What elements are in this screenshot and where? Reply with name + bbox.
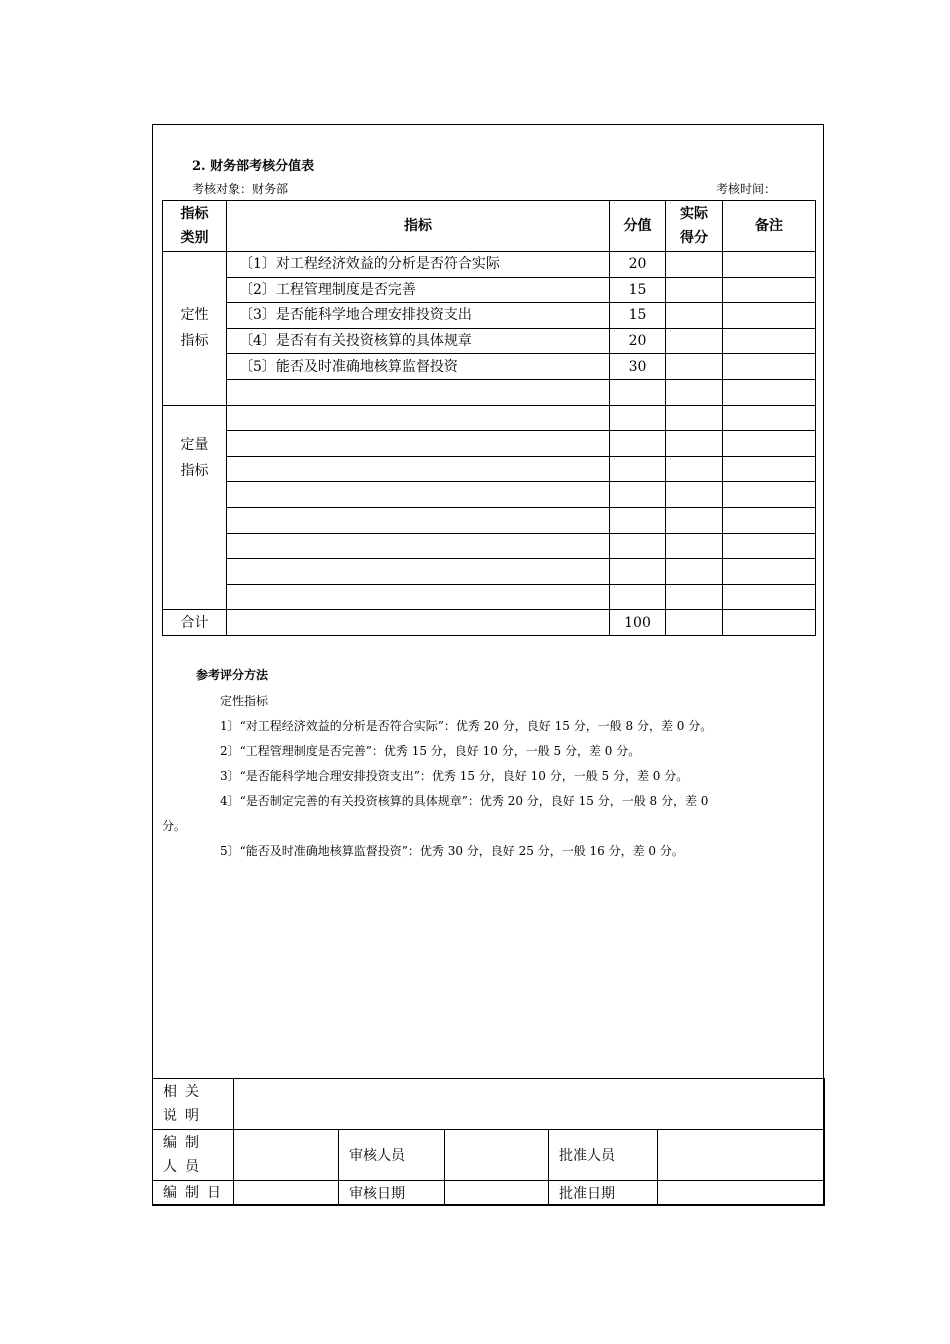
table-row bbox=[163, 354, 816, 380]
actual-score-cell bbox=[666, 354, 723, 380]
qualitative-category-cell: 定性指标 bbox=[163, 252, 227, 406]
header-score: 分值 bbox=[610, 201, 666, 252]
score-cell bbox=[610, 507, 666, 533]
remark-cell bbox=[723, 328, 816, 354]
indicator-cell bbox=[227, 507, 610, 533]
actual-score-cell bbox=[666, 584, 723, 610]
remark-cell bbox=[723, 277, 816, 303]
remark-cell bbox=[723, 507, 816, 533]
review-date-label: 审核日期 bbox=[339, 1181, 445, 1206]
header-remark: 备注 bbox=[723, 201, 816, 252]
indicator-cell bbox=[227, 610, 610, 636]
actual-score-cell bbox=[666, 405, 723, 431]
remark-cell bbox=[723, 379, 816, 405]
score-cell bbox=[610, 584, 666, 610]
remark-cell bbox=[723, 354, 816, 380]
score-cell: 15 bbox=[610, 277, 666, 303]
total-row bbox=[163, 610, 816, 636]
review-date-value bbox=[445, 1181, 549, 1206]
score-cell: 20 bbox=[610, 328, 666, 354]
score-cell bbox=[610, 379, 666, 405]
reviewer-label: 审核人员 bbox=[339, 1130, 445, 1181]
assessment-time: 考核时间： bbox=[716, 182, 777, 196]
table-header-row bbox=[163, 201, 816, 252]
table-row bbox=[153, 1181, 825, 1206]
related-note-label: 相关说明 bbox=[153, 1079, 234, 1130]
score-cell bbox=[610, 456, 666, 482]
remark-cell bbox=[723, 303, 816, 329]
header-actual-score: 实际得分 bbox=[666, 201, 723, 252]
table-row bbox=[153, 1130, 825, 1181]
prepared-date-value bbox=[234, 1181, 339, 1206]
header-category: 指标类别 bbox=[163, 201, 227, 252]
quantitative-category-cell: 定量指标 bbox=[163, 405, 227, 610]
scoring-rule-5: 5〕“能否及时准确地核算监督投资”：优秀 30 分，良好 25 分，一般 16 分，差 0 分。 bbox=[220, 844, 684, 858]
indicator-cell bbox=[227, 584, 610, 610]
actual-score-cell bbox=[666, 482, 723, 508]
score-cell bbox=[610, 533, 666, 559]
score-cell bbox=[610, 431, 666, 457]
indicator-cell bbox=[227, 482, 610, 508]
approver-value bbox=[658, 1130, 825, 1181]
table-row bbox=[163, 533, 816, 559]
indicator-cell bbox=[227, 456, 610, 482]
assessment-subject: 考核对象：财务部 bbox=[192, 182, 289, 196]
scoring-rule-3: 3〕“是否能科学地合理安排投资支出”：优秀 15 分，良好 10 分，一般 5 分，差 0 分。 bbox=[220, 769, 689, 783]
actual-score-cell bbox=[666, 303, 723, 329]
reviewer-value bbox=[445, 1130, 549, 1181]
table-row bbox=[163, 303, 816, 329]
remark-cell bbox=[723, 559, 816, 585]
score-cell: 20 bbox=[610, 252, 666, 278]
remark-cell bbox=[723, 252, 816, 278]
actual-score-cell bbox=[666, 559, 723, 585]
scoring-rule-2: 2〕“工程管理制度是否完善”：优秀 15 分，良好 10 分，一般 5 分，差 0 分。 bbox=[220, 744, 641, 758]
indicator-cell bbox=[227, 431, 610, 457]
remark-cell bbox=[723, 431, 816, 457]
table-row bbox=[163, 277, 816, 303]
actual-score-cell bbox=[666, 456, 723, 482]
approve-date-label: 批准日期 bbox=[549, 1181, 658, 1206]
indicator-cell: 〔3〕是否能科学地合理安排投资支出 bbox=[227, 303, 610, 329]
actual-score-cell bbox=[666, 533, 723, 559]
remark-cell bbox=[723, 482, 816, 508]
indicator-cell: 〔2〕工程管理制度是否完善 bbox=[227, 277, 610, 303]
approve-date-value bbox=[658, 1181, 825, 1206]
total-score: 100 bbox=[610, 610, 666, 636]
table-row bbox=[153, 1079, 825, 1130]
actual-score-cell bbox=[666, 277, 723, 303]
indicator-cell: 〔5〕能否及时准确地核算监督投资 bbox=[227, 354, 610, 380]
table-row bbox=[163, 507, 816, 533]
remark-cell bbox=[723, 405, 816, 431]
scoring-rule-1: 1〕“对工程经济效益的分析是否符合实际”：优秀 20 分，良好 15 分，一般 8 分，差 0 分。 bbox=[220, 719, 713, 733]
table-row bbox=[163, 252, 816, 278]
scoring-method-subtitle: 定性指标 bbox=[220, 694, 269, 708]
header-indicator: 指标 bbox=[227, 201, 610, 252]
actual-score-cell bbox=[666, 507, 723, 533]
actual-score-cell bbox=[666, 610, 723, 636]
remark-cell bbox=[723, 456, 816, 482]
remark-cell bbox=[723, 584, 816, 610]
actual-score-cell bbox=[666, 431, 723, 457]
table-row bbox=[163, 431, 816, 457]
remark-cell bbox=[723, 610, 816, 636]
score-cell: 30 bbox=[610, 354, 666, 380]
indicator-cell bbox=[227, 533, 610, 559]
table-row bbox=[163, 456, 816, 482]
approver-label: 批准人员 bbox=[549, 1130, 658, 1181]
table-row bbox=[163, 559, 816, 585]
table-row bbox=[163, 379, 816, 405]
indicator-cell bbox=[227, 559, 610, 585]
score-cell bbox=[610, 482, 666, 508]
remark-cell bbox=[723, 533, 816, 559]
scoring-method-title: 参考评分方法 bbox=[196, 668, 269, 682]
score-table bbox=[162, 200, 816, 636]
indicator-cell: 〔4〕是否有有关投资核算的具体规章 bbox=[227, 328, 610, 354]
related-note-value bbox=[234, 1079, 825, 1130]
indicator-cell bbox=[227, 379, 610, 405]
score-cell bbox=[610, 559, 666, 585]
table-row bbox=[163, 584, 816, 610]
actual-score-cell bbox=[666, 328, 723, 354]
score-cell bbox=[610, 405, 666, 431]
indicator-cell: 〔1〕对工程经济效益的分析是否符合实际 bbox=[227, 252, 610, 278]
actual-score-cell bbox=[666, 379, 723, 405]
table-row bbox=[163, 405, 816, 431]
indicator-cell bbox=[227, 405, 610, 431]
table-row bbox=[163, 482, 816, 508]
prepared-date-label: 编制日 bbox=[153, 1181, 234, 1206]
prepared-by-label: 编制人员 bbox=[153, 1130, 234, 1181]
scoring-rule-4-continued: 分。 bbox=[162, 819, 187, 833]
score-cell: 15 bbox=[610, 303, 666, 329]
actual-score-cell bbox=[666, 252, 723, 278]
table-row bbox=[163, 328, 816, 354]
total-label: 合计 bbox=[163, 610, 227, 636]
prepared-by-value bbox=[234, 1130, 339, 1181]
scoring-rule-4: 4〕“是否制定完善的有关投资核算的具体规章”：优秀 20 分，良好 15 分，一般 8 分，差 0 bbox=[220, 794, 709, 808]
section-title: 2. 财务部考核分值表 bbox=[192, 159, 315, 174]
signoff-table bbox=[152, 1078, 825, 1206]
